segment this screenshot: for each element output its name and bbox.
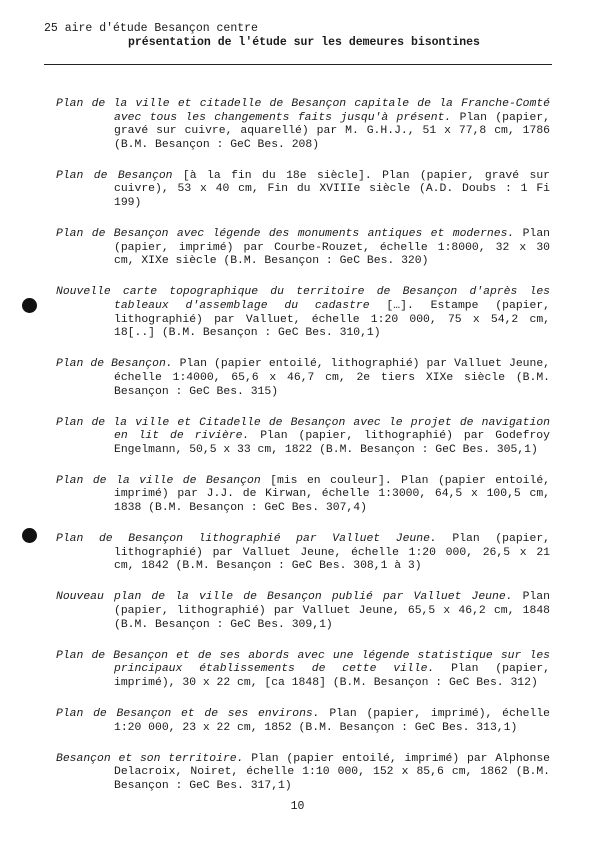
entry-title: Plan de la ville et citadelle de Besançon capitale de la Franche-Comté avec tous les changements faits jusqu'à présent. [56,98,550,124]
entry-title: Besançon et son territoire. [56,752,244,765]
bibliography-entry [56,228,550,269]
entry-title: Nouveau plan de la ville de Besançon publié par Valluet Jeune. [56,591,513,604]
entry-text: Plan (papier, imprimé), échelle 1:20 000, 23 x 22 cm, 1852 (B.M. Besançon : GeC Bes. 313,1) [114,708,550,734]
entry-text: [à la fin du 18e siècle]. Plan (papier, gravé sur cuivre), 53 x 40 cm, Fin du XVIIIe siècle (A.D. Doubs : 1 Fi 199) [114,169,550,210]
bibliography-list [56,98,550,811]
entry-text: Plan (papier entoilé, imprimé) par Alphonse Delacroix, Noiret, échelle 1:10 000, 152 x 85,6 cm, 1862 (B.M. Besançon : GeC Bes. 317,1) [114,752,550,792]
entry-text: Plan (papier, lithographié) par Godefroy Engelmann, 50,5 x 33 cm, 1822 (B.M. Besançon : GeC Bes. 305,1) [114,430,550,456]
entry-text: Plan (papier, gravé sur cuivre, aquarellé) par M. G.H.J., 51 x 77,8 cm, 1786 (B.M. Besançon : GeC Bes. 208) [114,111,550,151]
entry-title: Plan de Besançon et de ses abords avec une légende statistique sur les principaux établissements de cette ville. [56,649,550,676]
header-rule [44,64,552,65]
bibliography-entry [56,98,550,152]
bibliography-entry [56,417,550,458]
bibliography-entry [56,650,550,691]
page-header [44,22,554,50]
header-line-2: présentation de l'étude sur les demeures bisontines [128,36,480,49]
punch-hole-icon [22,528,37,543]
page-number: 10 [290,800,305,813]
entry-text: Plan (papier, lithographié) par Valluet Jeune, échelle 1:20 000, 26,5 x 21 cm, 1842 (B.M. Besançon : GeC Bes. 308,1 à 3) [114,533,550,573]
bibliography-entry [56,533,550,574]
entry-text: […]. Estampe (papier, lithographié) par Valluet, échelle 1:20 000, 75 x 54,2 cm, 18[..] (B.M. Besançon : GeC Bes. 310,1) [114,300,550,340]
entry-title: Plan de Besançon lithographié par Valluet Jeune. [56,533,437,546]
entry-text: Plan (papier, imprimé), 30 x 22 cm, [ca 1848] (B.M. Besançon : GeC Bes. 312) [114,663,550,689]
bibliography-entry [56,170,550,211]
entry-title: Plan de Besançon [56,169,173,182]
entry-title: Plan de Besançon avec légende des monuments antiques et modernes. [56,228,515,241]
entry-title: Plan de la ville et Citadelle de Besançon avec le projet de navigation en lit de rivière. [56,416,550,443]
entry-text: Plan (papier entoilé, lithographié) par Valluet Jeune, échelle 1:4000, 65,6 x 46,7 cm, 2e tiers XIXe siècle (B.M. Besançon : GeC Bes. 315) [114,358,550,398]
entry-text: [mis en couleur]. Plan (papier entoilé, imprimé) par J.J. de Kirwan, échelle 1:3000, 64,5 x 100,5 cm, 1838 (B.M. Besançon : GeC Bes. 307,4) [114,474,550,515]
entry-title: Nouvelle carte topographique du territoire de Besançon d'après les tableaux d'assemblage du cadastre [56,286,550,313]
entry-title: Plan de la ville de Besançon [56,474,261,487]
bibliography-entry [56,753,550,794]
bibliography-entry [56,286,550,340]
bibliography-entry [56,475,550,516]
entry-text: Plan (papier, lithographié) par Valluet Jeune, 65,5 x 46,2 cm, 1848 (B.M. Besançon : GeC Bes. 309,1) [114,591,550,631]
header-line-1: 25 aire d'étude Besançon centre [44,22,258,35]
punch-hole-icon [22,298,37,313]
bibliography-entry [56,358,550,399]
bibliography-entry [56,591,550,632]
entry-title: Plan de Besançon. [56,358,173,371]
bibliography-entry [56,708,550,735]
entry-title: Plan de Besançon et de ses environs. [56,708,320,720]
entry-text: Plan (papier, imprimé) par Courbe-Rouzet, échelle 1:8000, 32 x 30 cm, XIXe siècle (B.M. Besançon : GeC Bes. 320) [114,228,550,268]
